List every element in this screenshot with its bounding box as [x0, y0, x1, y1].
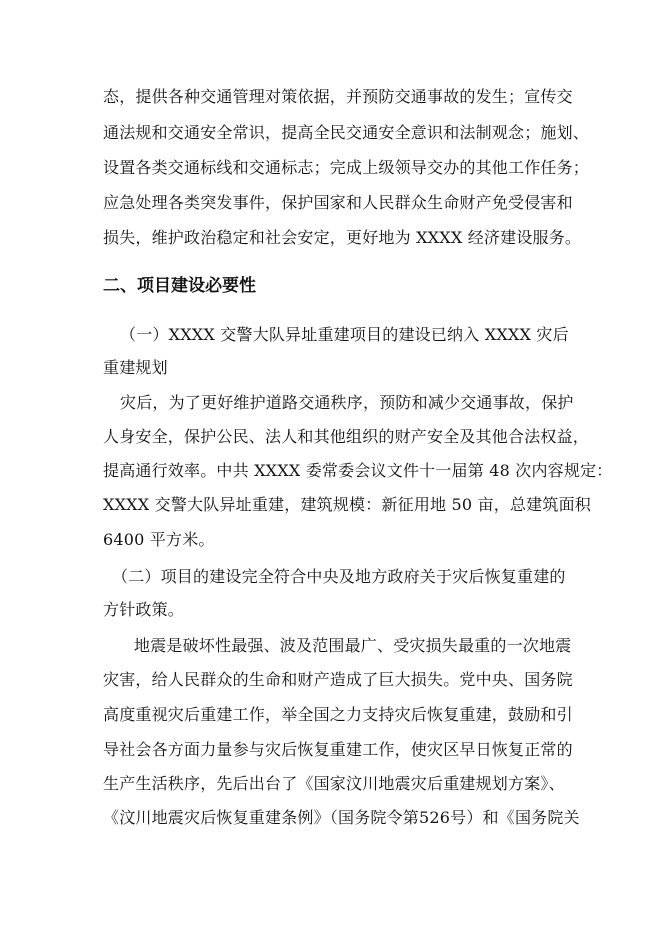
paragraph-1-line-1: 态，提供各种交通管理对策依据，并预防交通事故的发生；宣传交	[103, 87, 573, 106]
subheading-1-line-2: 重建规划	[103, 358, 168, 377]
paragraph-2-line-4: XXXX 交警大队异址重建，建筑规模：新征用地 50 亩，总建筑面积	[103, 495, 591, 514]
paragraph-3-line-4: 导社会各方面力量参与灾后恢复重建工作，使灾区早日恢复正常的	[103, 740, 573, 759]
paragraph-3-line-2: 灾害，给人民群众的生命和财产造成了巨大损失。党中央、国务院	[103, 670, 573, 689]
paragraph-2-line-1: 灾后，为了更好维护道路交通秩序，预防和减少交通事故，保护	[120, 393, 574, 412]
paragraph-2-line-3: 提高通行效率。中共 XXXX 委常委会议文件十一届第 48 次内容规定：	[103, 461, 613, 480]
paragraph-2-line-5: 6400 平方米。	[103, 530, 215, 549]
subheading-1-line-1: （一）XXXX 交警大队异址重建项目的建设已纳入 XXXX 灾后	[120, 325, 569, 344]
paragraph-3-line-5: 生产生活秩序，先后出台了《国家汶川地震灾后重建规划方案》、	[103, 774, 565, 793]
paragraph-1-line-2: 通法规和交通安全常识，提高全民交通安全意识和法制观念；施划、	[103, 123, 590, 142]
paragraph-2-line-2: 人身安全，保护公民、法人和其他组织的财产安全及其他合法权益，	[103, 427, 590, 446]
subheading-2-line-2: 方针政策。	[103, 600, 185, 619]
paragraph-3-line-6: 《汶川地震灾后恢复重建条例》（国务院令第526号）和《国务院关	[103, 808, 580, 827]
paragraph-1-line-4: 应急处理各类突发事件，保护国家和人民群众生命财产免受侵害和	[103, 193, 573, 212]
paragraph-3-line-1: 地震是破坏性最强、波及范围最广、受灾损失最重的一次地震	[134, 636, 572, 655]
paragraph-1-line-5: 损失，维护政治稳定和社会安定，更好地为 XXXX 经济建设服务。	[103, 228, 582, 247]
paragraph-1-line-3: 设置各类交通标线和交通标志；完成上级领导交办的其他工作任务；	[103, 158, 590, 177]
section-heading: 二、项目建设必要性	[103, 276, 256, 296]
paragraph-3-line-3: 高度重视灾后重建工作，举全国之力支持灾后恢复重建，鼓励和引	[103, 705, 573, 724]
subheading-2-line-1: （二）项目的建设完全符合中央及地方政府关于灾后恢复重建的	[112, 567, 566, 586]
